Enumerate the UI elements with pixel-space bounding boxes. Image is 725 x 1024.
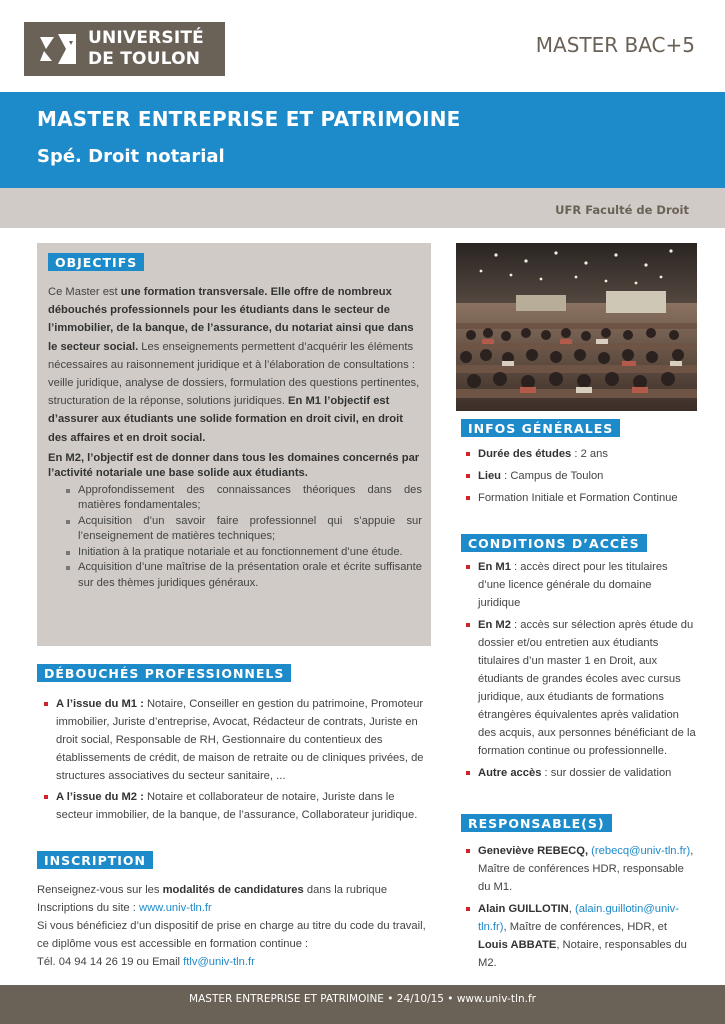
objectifs-list [48, 483, 422, 592]
duree-label: Durée des études [478, 448, 572, 460]
university-logo-icon [38, 31, 78, 67]
list-item [466, 842, 696, 896]
responsable-2-separator: , [568, 903, 575, 915]
university-logo [24, 22, 225, 76]
list-item [466, 489, 696, 507]
objectifs-p1-body: Les enseignements permettent d’acquérir les éléments nécessaires au raisonnement juridique et à l’élaboration de consultations : veille juridique, analyse de dossiers, formulation des questions pertinentes, structuration de la réponse, solutions juridiques. [48, 340, 420, 408]
responsables-heading: RESPONSABLE(S) [461, 814, 612, 832]
objectifs-heading: OBJECTIFS [48, 253, 144, 271]
ufr-label: UFR Faculté de Droit [555, 203, 689, 217]
list-item [44, 788, 434, 824]
logo-line-1: UNIVERSITÉ [88, 28, 204, 48]
responsables-list [466, 842, 696, 976]
responsable-3-role: , Notaire, responsables du M2. [478, 939, 687, 969]
lieu-value: : Campus de Toulon [501, 470, 604, 482]
acces-m1-label: En M1 [478, 561, 511, 573]
infos-list [466, 445, 696, 511]
objectifs-p2-bold: En M2, l’objectif est de donner dans tous les domaines concernés par l’activité notariale une base solide aux étudiants. [48, 451, 420, 480]
inscription-line-4 [37, 953, 432, 971]
email-link[interactable]: ftlv@univ-tln.fr [183, 956, 255, 968]
responsable-2-email-link[interactable]: (alain.guillotin@univ-tln.fr) [478, 903, 679, 933]
list-item [466, 558, 696, 612]
inscription-text [37, 881, 432, 971]
list-item [466, 616, 696, 760]
objectifs-paragraph-1 [48, 283, 422, 447]
lecture-hall-photo [456, 243, 697, 411]
page-title: MASTER ENTREPRISE ET PATRIMOINE [37, 107, 461, 131]
responsable-1-name: Geneviève REBECQ, [478, 845, 589, 857]
debouches-m2-text: Notaire et collaborateur de notaire, Juriste dans le secteur immobilier, de la banque, de l’assurance, Collaborateur juridique. [56, 791, 418, 821]
logo-line-2: DE TOULON [88, 49, 201, 69]
list-item: Initiation à la pratique notariale et au fonctionnement d’une étude. [78, 545, 422, 561]
list-item [466, 764, 696, 782]
responsable-2-role: , Maître de conférences, HDR, et [503, 921, 668, 933]
acces-heading: CONDITIONS D’ACCÈS [461, 534, 647, 552]
inscription-l4-a: Tél. 04 94 14 26 19 ou Email [37, 956, 184, 968]
list-item [44, 695, 434, 785]
acces-m2-label: En M2 [478, 619, 511, 631]
objectifs-p1-m1: En M1 l’objectif est d’assurer aux étudiants une solide formation en droit civil, en droit des affaires et en droit social. [48, 395, 403, 444]
inscription-heading: INSCRIPTION [37, 851, 153, 869]
infos-heading: INFOS GÉNÉRALES [461, 419, 620, 437]
degree-level: MASTER BAC+5 [535, 33, 695, 57]
page-subtitle: Spé. Droit notarial [37, 146, 225, 167]
list-item [466, 467, 696, 485]
inscription-line-3: Si vous bénéficiez d’un dispositif de prise en charge au titre du code du travail, ce diplôme vous est accessible en formation continue : [37, 920, 426, 950]
acces-m1-text: : accès direct pour les titulaires d’une licence générale du domaine juridique [478, 561, 668, 609]
acces-list [466, 558, 696, 786]
list-item: Acquisition d’une maîtrise de la présentation orale et écrite suffisante sur des thèmes juridiques généraux. [78, 560, 422, 591]
formation-type: Formation Initiale et Formation Continue [478, 492, 678, 504]
duree-value: : 2 ans [571, 448, 608, 460]
footer: MASTER ENTREPRISE ET PATRIMOINE • 24/10/15 • www.univ-tln.fr [0, 985, 725, 1024]
objectifs-text [48, 283, 422, 591]
objectifs-p1-intro: Ce Master est [48, 286, 121, 298]
debouches-m1-text: Notaire, Conseiller en gestion du patrimoine, Promoteur immobilier, Juriste d’entreprise, Avocat, Rédacteur de contrats, Juriste en droit social, Responsable de RH, Gestionnaire du contentieux des établissements de crédit, de maison de retraite ou de cliniques privées, de structures associatives du secteur sanitaire, ... [56, 698, 424, 782]
list-item [466, 445, 696, 463]
list-item: Approfondissement des connaissances théoriques dans des matières fondamentales; [78, 483, 422, 514]
acces-m2-text: : accès sur sélection après étude du dossier et/ou entretien aux étudiants titulaires d’un master 1 en Droit, aux étudiants de grandes écoles avec cursus juridique, aux étudiants de formations étrangères équivalentes après validation des acquis, aux personnes bénéficiant de la formation continue ou professionnelle. [478, 619, 696, 757]
inscription-l1-c: dans la rubrique [303, 884, 388, 896]
site-link[interactable]: www.univ-tln.fr [138, 902, 212, 914]
debouches-list [44, 695, 434, 827]
responsable-1-role: , Maître de conférences HDR, responsable du M1. [478, 845, 694, 893]
list-item: Acquisition d’un savoir faire professionnel qui s’appuie sur l’enseignement de matières techniques; [78, 514, 422, 545]
debouches-heading: DÉBOUCHÉS PROFESSIONNELS [37, 664, 291, 682]
inscription-line-1 [37, 881, 432, 899]
lecture-hall-illustration [456, 243, 697, 411]
inscription-line-2 [37, 899, 432, 917]
list-item [466, 900, 696, 972]
objectifs-paragraph-2 [48, 451, 422, 482]
acces-autre-label: Autre accès [478, 767, 542, 779]
responsable-1-email-link[interactable]: (rebecq@univ-tln.fr) [591, 845, 691, 857]
debouches-m2-label: A l’issue du M2 : [56, 791, 144, 803]
responsable-2-name: Alain GUILLOTIN [478, 903, 569, 915]
inscription-l1-bold: modalités de candidatures [162, 884, 304, 896]
logo-text [88, 28, 204, 70]
acces-autre-text: : sur dossier de validation [541, 767, 672, 779]
responsable-3-name: Louis ABBATE [478, 939, 557, 951]
debouches-m1-label: A l’issue du M1 : [56, 698, 144, 710]
objectifs-p1-bold: une formation transversale. Elle offre de nombreux débouchés professionnels pour les étudiants dans le secteur de l’immobilier, de la banque, de l’assurance, du notariat ainsi que dans le secteur social. [48, 286, 414, 353]
inscription-l1-a: Renseignez-vous sur les [37, 884, 163, 896]
inscription-l2-a: Inscriptions du site : [37, 902, 139, 914]
lieu-label: Lieu [478, 470, 501, 482]
